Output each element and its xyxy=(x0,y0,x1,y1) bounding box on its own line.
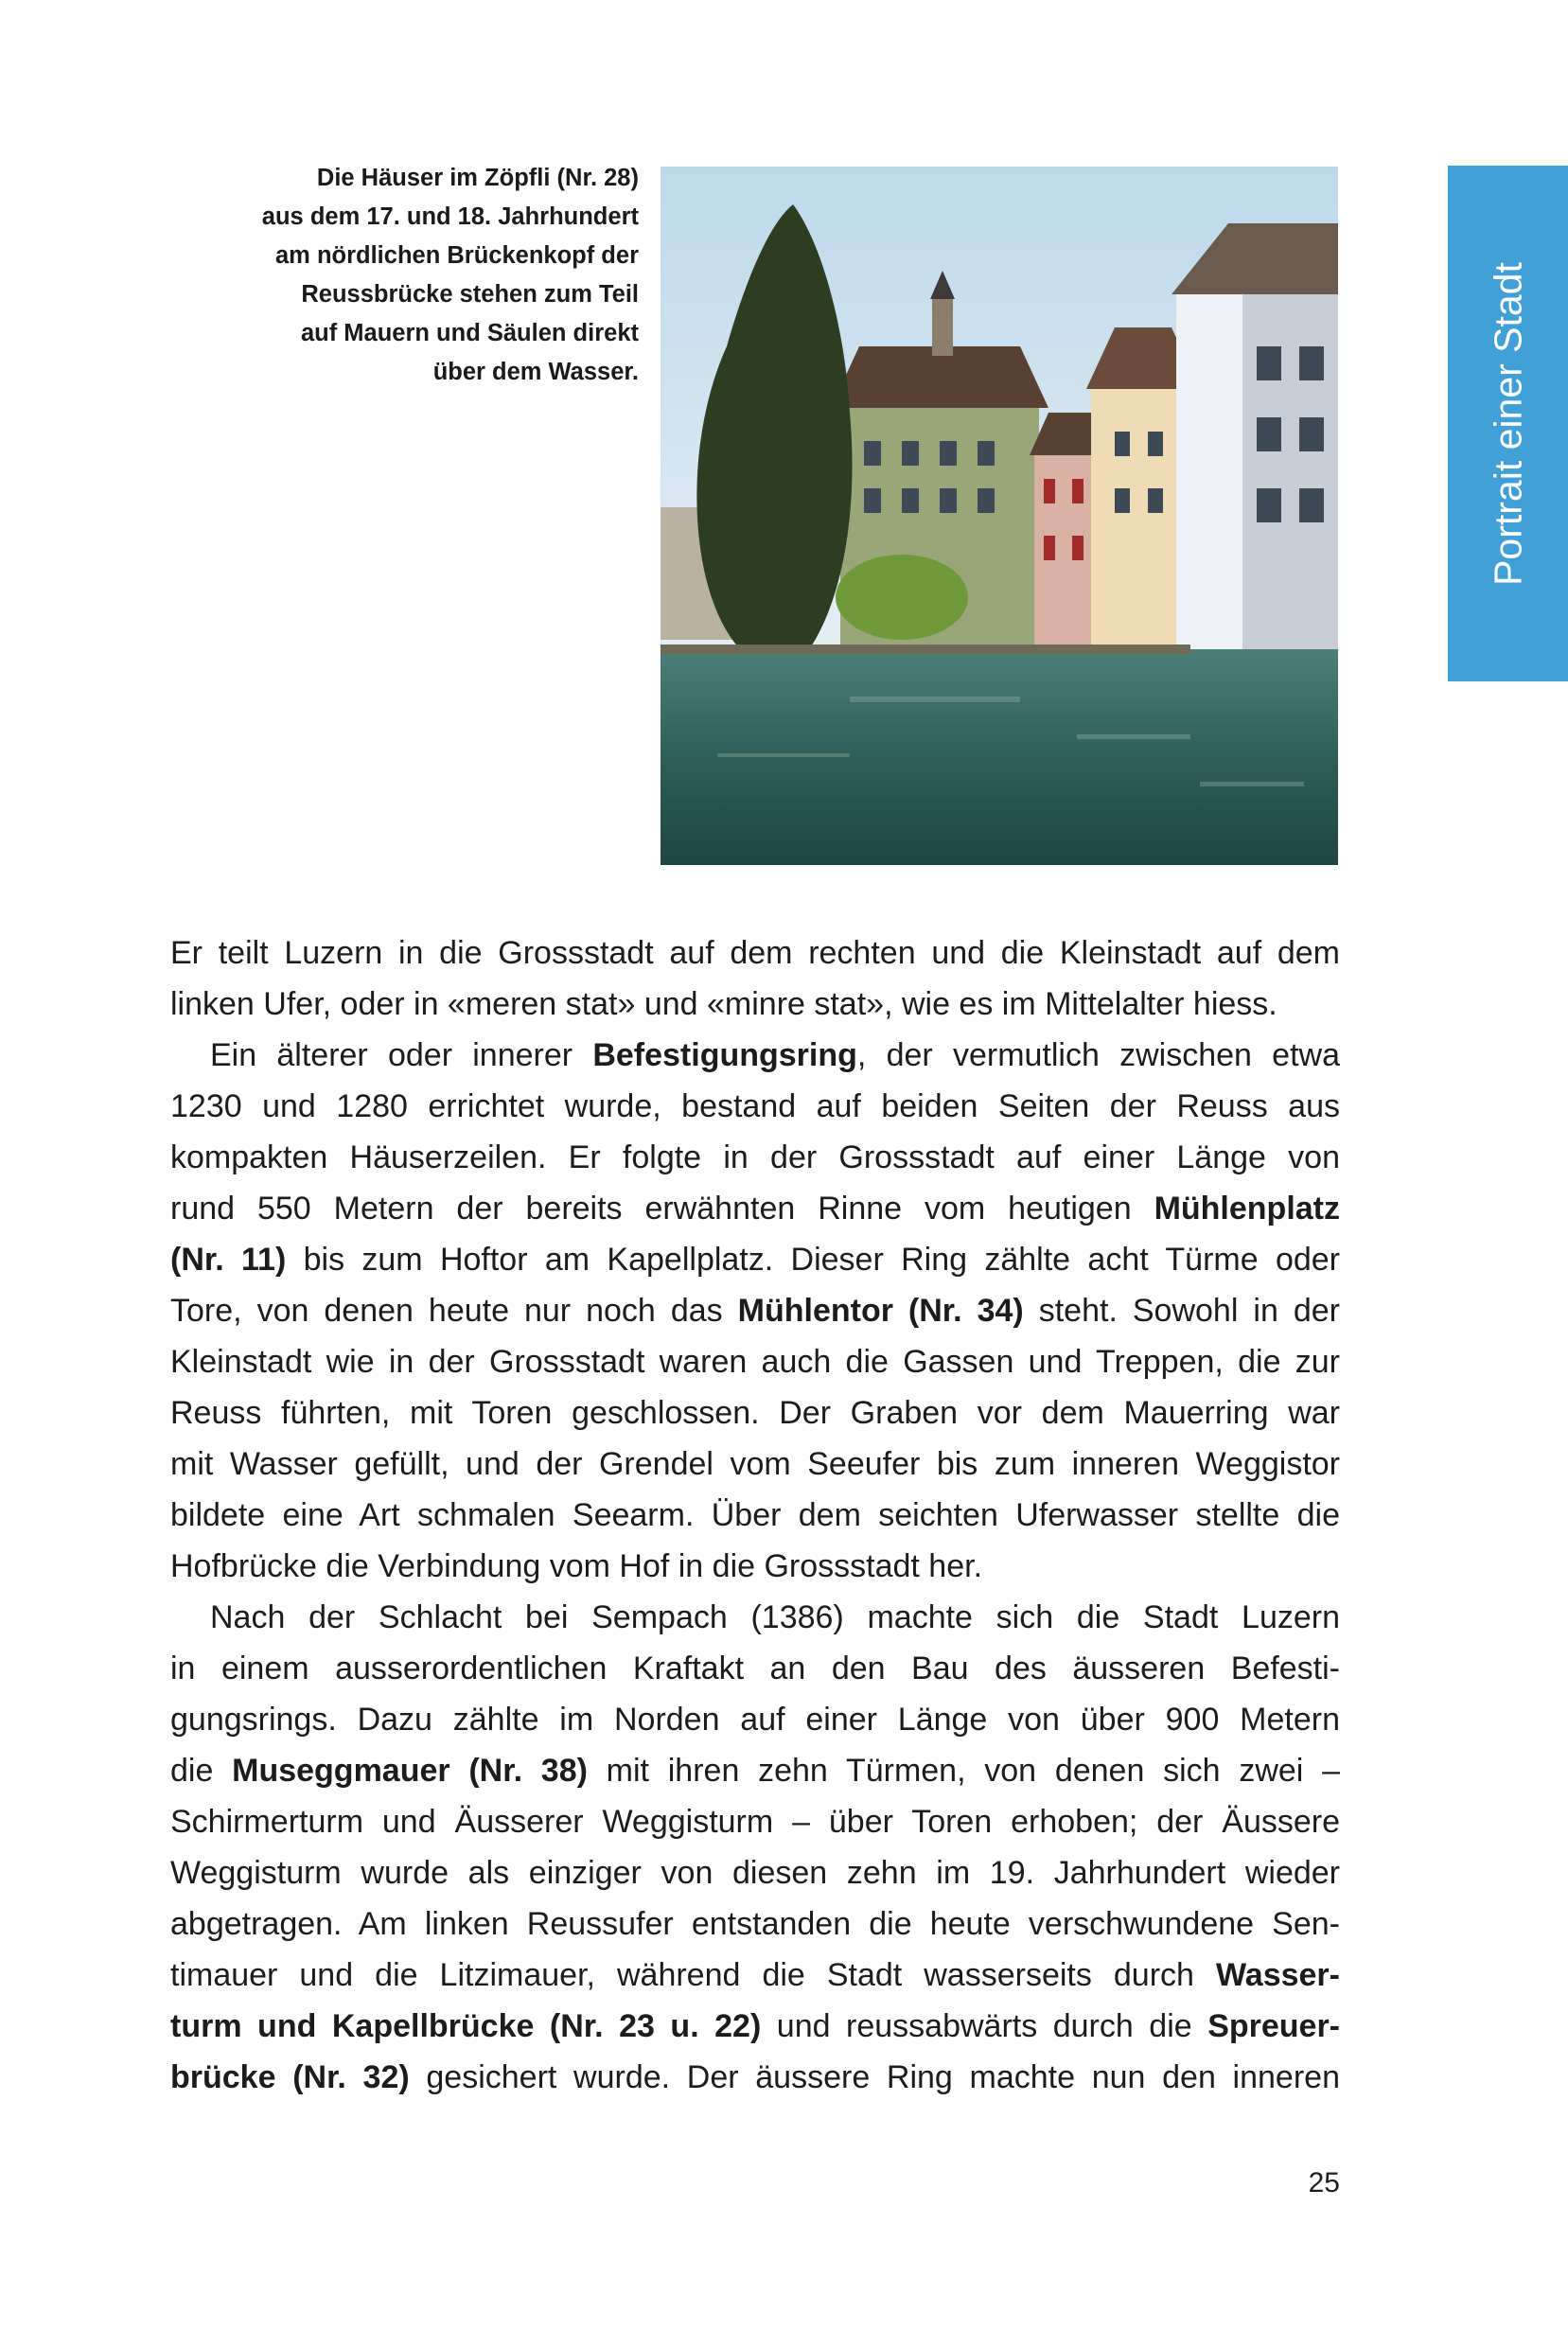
text-line: Ein älterer oder innerer Befestigungsring, der vermutlich zwischen etwa xyxy=(210,1037,1340,1073)
page-number: 25 xyxy=(1308,2167,1340,2198)
text-line: Weggisturm wurde als einziger von diesen zehn im 19. Jahrhundert wieder xyxy=(170,1855,1340,1891)
text-line: mit Wasser gefüllt, und der Grendel vom Seeufer bis zum inneren Weggistor xyxy=(170,1446,1340,1482)
text-line: die Museggmauer (Nr. 38) mit ihren zehn Türmen, von denen sich zwei – xyxy=(170,1753,1340,1789)
text-line: turm und Kapellbrücke (Nr. 23 u. 22) und reussabwärts durch die Spreuer- xyxy=(170,2008,1341,2044)
caption-line: Reussbrücke stehen zum Teil xyxy=(301,281,639,308)
chapter-tab xyxy=(1448,166,1568,681)
text-line: gungsrings. Dazu zählte im Norden auf einer Länge von über 900 Metern xyxy=(170,1702,1340,1738)
text-line: abgetragen. Am linken Reussufer entstanden die heute verschwundene Sen- xyxy=(170,1906,1340,1942)
text-line: (Nr. 11) bis zum Hoftor am Kapellplatz. Dieser Ring zählte acht Türme oder xyxy=(170,1242,1340,1278)
body-text xyxy=(170,927,1340,2103)
riverside-houses-photo xyxy=(661,167,1338,865)
chapter-tab-label: Portrait einer Stadt xyxy=(1486,261,1529,586)
text-line: Nach der Schlacht bei Sempach (1386) machte sich die Stadt Luzern xyxy=(210,1599,1340,1635)
text-line: Er teilt Luzern in die Grossstadt auf dem rechten und die Kleinstadt auf dem xyxy=(170,935,1340,971)
caption-line: am nördlichen Brückenkopf der xyxy=(275,242,639,269)
photo-caption xyxy=(189,159,639,392)
text-line: Kleinstadt wie in der Grossstadt waren auch die Gassen und Treppen, die zur xyxy=(170,1344,1340,1380)
text-line: Tore, von denen heute nur noch das Mühlentor (Nr. 34) steht. Sowohl in der xyxy=(170,1293,1340,1329)
text-line: 1230 und 1280 errichtet wurde, bestand auf beiden Seiten der Reuss aus xyxy=(170,1088,1340,1124)
text-line: linken Ufer, oder in «meren stat» und «minre stat», wie es im Mittelalter hiess. xyxy=(170,986,1277,1022)
text-line: Reuss führten, mit Toren geschlossen. Der Graben vor dem Mauerring war xyxy=(170,1395,1340,1431)
text-line: Schirmerturm und Äusserer Weggisturm – über Toren erhoben; der Äussere xyxy=(170,1804,1340,1840)
text-line: brücke (Nr. 32) gesichert wurde. Der äussere Ring machte nun den inneren xyxy=(170,2059,1340,2095)
caption-line: über dem Wasser. xyxy=(432,359,639,385)
caption-line: auf Mauern und Säulen direkt xyxy=(300,320,639,346)
text-line: Hofbrücke die Verbindung vom Hof in die Grossstadt her. xyxy=(170,1548,983,1584)
text-line: bildete eine Art schmalen Seearm. Über dem seichten Uferwasser stellte die xyxy=(170,1497,1340,1533)
caption-line: aus dem 17. und 18. Jahrhundert xyxy=(261,203,639,230)
text-line: rund 550 Metern der bereits erwähnten Rinne vom heutigen Mühlenplatz xyxy=(170,1191,1340,1227)
caption-line: Die Häuser im Zöpfli (Nr. 28) xyxy=(316,165,639,191)
text-line: in einem ausserordentlichen Kraftakt an den Bau des äusseren Befesti- xyxy=(170,1651,1340,1686)
text-line: kompakten Häuserzeilen. Er folgte in der Grossstadt auf einer Länge von xyxy=(170,1139,1340,1175)
text-line: timauer und die Litzimauer, während die Stadt wasserseits durch Wasser- xyxy=(170,1957,1340,1993)
